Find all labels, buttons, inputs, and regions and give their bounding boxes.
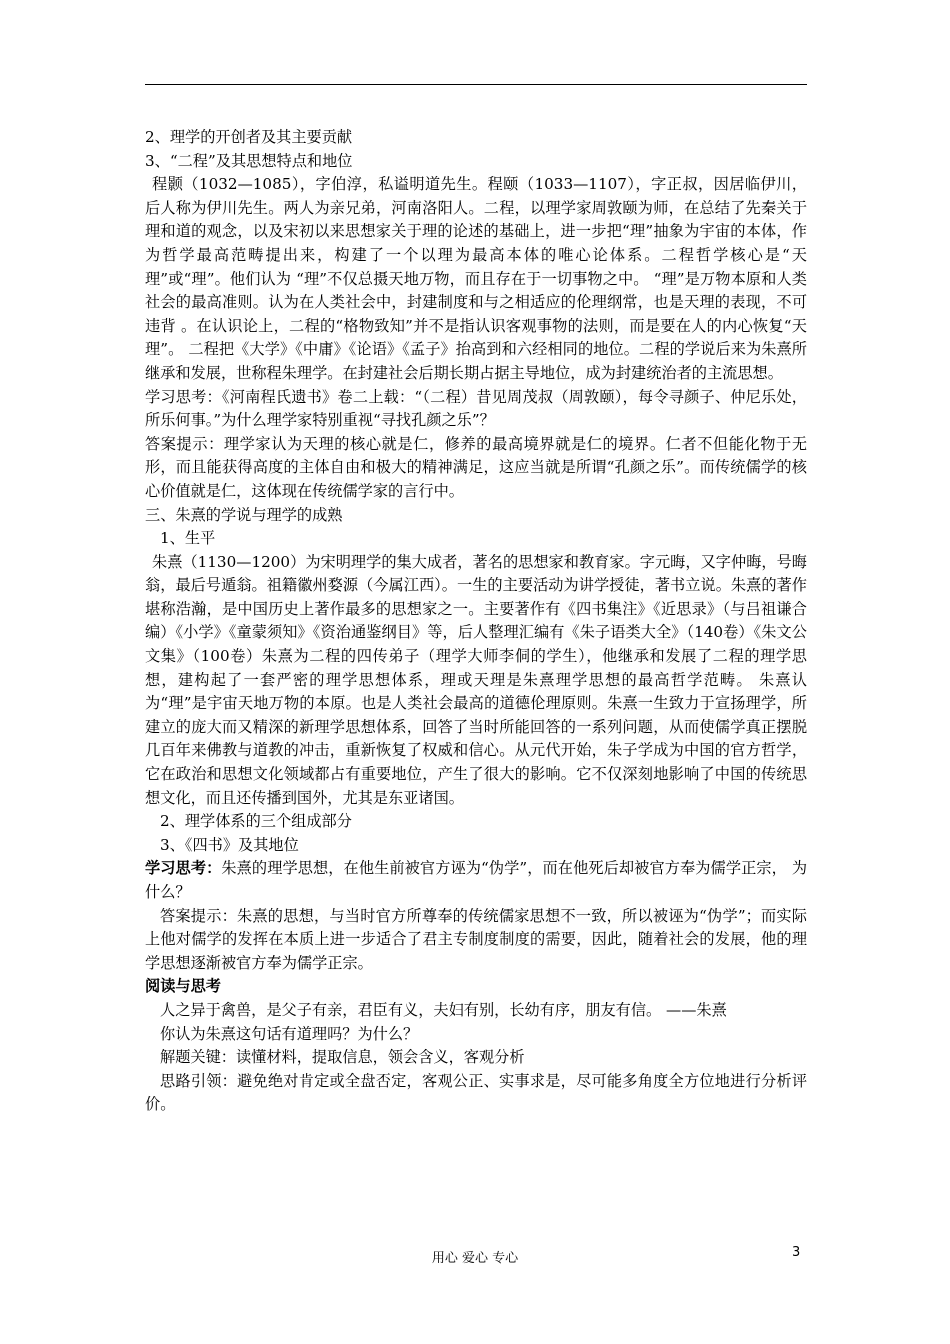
subheading-biography: 1、生平 [160, 529, 216, 548]
heading-founders: 2、理学的开创者及其主要贡献 [145, 128, 353, 146]
section-heading-zhuxi: 三、朱熹的学说与理学的成熟 [145, 505, 343, 524]
page-number: 3 [792, 1245, 801, 1260]
study-question-1: 学习思考：《河南程氏遗书》卷二上载：“（二程）昔见周茂叔（周敦颐），每令寻颜子、仲尼乐处，所乐何事。”为什么理学家特别重视“寻找孔颜之乐”？ [145, 387, 807, 430]
study-question-2-lead: 学习思考： [145, 859, 222, 878]
subheading-four-books: 3、《四书》及其地位 [160, 835, 299, 854]
reading-question: 你认为朱熹这句话有道理吗？为什么？ [160, 1024, 419, 1043]
heading-er-cheng: 3、“二程”及其思想特点和地位 [145, 151, 353, 170]
answer-hint-2: 答案提示：朱熹的思想，与当时官方所尊奉的传统儒家思想不一致，所以被诬为“伪学”；而实际上他对儒学的发挥在本质上进一步适合了君主专制度制度的需要，因此，随着社会的发展，他的理学思想逐渐被官方奉为儒学正宗。 [145, 906, 807, 972]
paragraph-er-cheng: 程颢（1032—1085），字伯淳，私谥明道先生。程颐（1033—1107），字正叔，因居临伊川，后人称为伊川先生。两人为亲兄弟，河南洛阳人。二程，以理学家周敦颐为师，在总结了先秦关于理和道的观念，以及宋初以来思想家关于理的论述的基础上，进一步把“理”抽象为宇宙的本体，作为哲学最高范畴提出来，构建了一个以理为最高本体的唯心论体系。二程哲学核心是“天理”或“理”。他们认为 “理”不仅总摄天地万物，而且存在于一切事物之中。 “理”是万物本原和人类社会的最高准则。认为在人类社会中，封建制度和与之相适应的伦理纲常，也是天理的表现，不可违背 。在认识论上，二程的“格物致知”并不是指认识客观事物的法则，而是要在人的内心恢复“天理”。 二程把《大学》《中庸》《论语》《孟子》抬高到和六经相同的地位。二程的学说后来为朱熹所继承和发展，世称程朱理学。在封建社会后期长期占据主导地位，成为封建统治者的主流思想。 [145, 175, 807, 382]
solution-key: 解题关键：读懂材料，提取信息，领会含义，客观分析 [160, 1048, 525, 1067]
document-body [145, 126, 807, 1117]
thinking-guide: 思路引领：避免绝对肯定或全盘否定，客观公正、实事求是，尽可能多角度全方位地进行分析评价。 [145, 1071, 807, 1114]
quote-zhuxi: 人之异于禽兽，是父子有亲，君臣有义，夫妇有别，长幼有序，朋友有信。 ——朱熹 [160, 1000, 727, 1019]
study-question-2 [145, 857, 807, 904]
header-rule [145, 84, 807, 85]
subheading-three-parts: 2、理学体系的三个组成部分 [160, 812, 352, 831]
heading-reading: 阅读与思考 [145, 977, 221, 996]
paragraph-zhuxi: 朱熹（1130—1200）为宋明理学的集大成者，著名的思想家和教育家。字元晦，又字仲晦，号晦翁，最后号遁翁。祖籍徽州婺源（今属江西）。一生的主要活动为讲学授徒，著书立说。朱熹的著作堪称浩瀚，是中国历史上著作最多的思想家之一。主要著作有《四书集注》《近思录》（与吕祖谦合编）《小学》《童蒙须知》《资治通鉴纲目》等，后人整理汇编有《朱子语类大全》（140卷）《朱文公文集》（100卷）朱熹为二程的四传弟子（理学大师李侗的学生），他继承和发展了二程的理学思想，建构起了一套严密的理学思想体系，理或天理是朱熹理学思想的最高哲学范畴。 朱熹认为“理”是宇宙天地万物的本原。也是人类社会最高的道德伦理原则。朱熹一生致力于宣扬理学，所建立的庞大而又精深的新理学思想体系，回答了当时所能回答的一系列问题，从而使儒学真正摆脱几百年来佛教与道教的冲击，重新恢复了权威和信心。从元代开始，朱子学成为中国的官方哲学，它在政治和思想文化领域都占有重要地位，产生了很大的影响。它不仅深刻地影响了中国的传统思想文化，而且还传播到国外，尤其是东亚诸国。 [145, 552, 807, 807]
page-footer: 用心 爱心 专心 [431, 1251, 519, 1266]
answer-hint-1: 答案提示：理学家认为天理的核心就是仁，修养的最高境界就是仁的境界。仁者不但能化物于无形，而且能获得高度的主体自由和极大的精神满足，这应当就是所谓“孔颜之乐”。而传统儒学的核心价值就是仁，这体现在传统儒学家的言行中。 [145, 434, 807, 500]
study-question-2-text: 朱熹的理学思想，在他生前被官方诬为“伪学”，而在他死后却被官方奉为儒学正宗， 为什么？ [145, 859, 808, 901]
